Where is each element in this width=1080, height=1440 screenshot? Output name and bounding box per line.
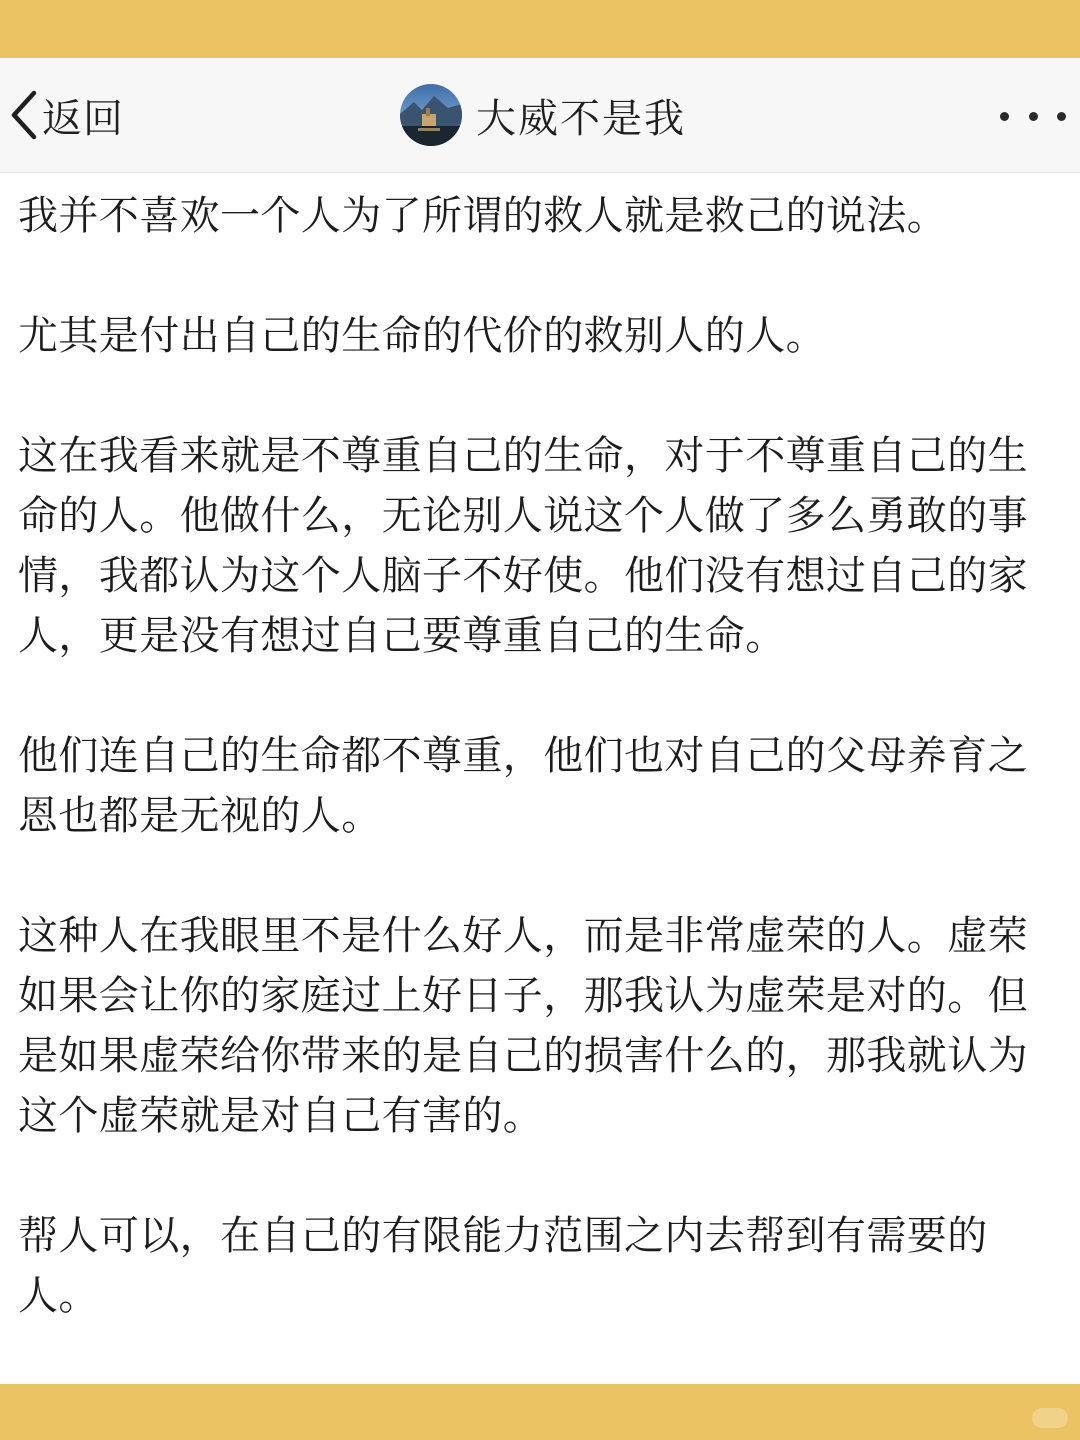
more-dots-icon [1029, 112, 1038, 121]
more-dots-icon [1057, 112, 1066, 121]
bottom-accent-bar [0, 1384, 1080, 1440]
navigation-bar [0, 58, 1080, 173]
back-button[interactable] [8, 86, 124, 144]
paragraph: 这种人在我眼里不是什么好人，而是非常虚荣的人。虚荣如果会让你的家庭过上好日子，那我认为虚荣是对的。但是如果虚荣给你带来的是自己的损害什么的，那我就认为这个虚荣就是对自己有害的。 [18, 913, 1028, 1139]
author-name: 大威不是我 [476, 95, 686, 142]
author-header[interactable] [400, 84, 686, 146]
more-options-button[interactable] [1000, 104, 1066, 128]
back-label: 返回 [42, 95, 124, 142]
more-dots-icon [1000, 112, 1009, 121]
paragraph: 我并不喜欢一个人为了所谓的救人就是救己的说法。 [18, 193, 948, 239]
watermark [1032, 1408, 1068, 1428]
post-body [18, 186, 1048, 1386]
paragraph: 这在我看来就是不尊重自己的生命，对于不尊重自己的生命的人。他做什么，无论别人说这个人做了多么勇敢的事情，我都认为这个人脑子不好使。他们没有想过自己的家人，更是没有想过自己要尊重自己的生命。 [18, 433, 1028, 659]
paragraph: 帮人可以，在自己的有限能力范围之内去帮到有需要的人。 [18, 1213, 988, 1319]
chevron-left-icon [8, 89, 38, 141]
paragraph: 他们连自己的生命都不尊重，他们也对自己的父母养育之恩也都是无视的人。 [18, 733, 1028, 839]
paragraph: 尤其是付出自己的生命的代价的救别人的人。 [18, 313, 826, 359]
top-accent-bar [0, 0, 1080, 58]
avatar[interactable] [400, 84, 462, 146]
